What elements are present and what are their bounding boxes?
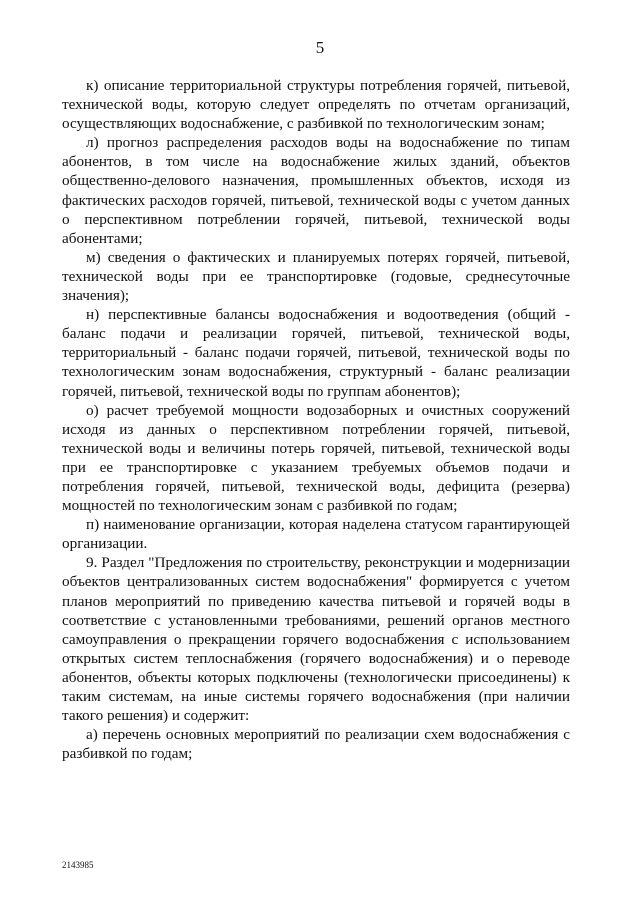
paragraph-k: к) описание территориальной структуры потребления горячей, питьевой, технической воды, которую следует определять по отчетам организаций, осуществляющих водоснабжение, с разбивкой по технологическим зонам; (62, 77, 570, 133)
document-body (62, 76, 570, 763)
paragraph-l: л) прогноз распределения расходов воды на водоснабжение по типам абонентов, в том числе на водоснабжение жилых зданий, объектов общественно-делового назначения, промышленных объектов, исходя из фактических расходов горячей, питьевой, технической воды с учетом данных о перспективном потреблении горячей, питьевой, технической воды абонентами; (62, 134, 570, 247)
paragraph-section-9: 9. Раздел "Предложения по строительству, реконструкции и модернизации объектов централизованных систем водоснабжения" формируется с учетом планов мероприятий по приведению качества питьевой и горячей воды в соответствие с установленными требованиями, решений органов местного самоуправления о прекращении горячего водоснабжения с использованием открытых систем теплоснабжения (горячего водоснабжения) и о переводе абонентов, объекты которых подключены (технологически присоединены) к таким системам, на иные системы горячего водоснабжения (при наличии такого решения) и содержит: (62, 554, 570, 725)
paragraph-a: а) перечень основных мероприятий по реализации схем водоснабжения с разбивкой по годам; (62, 726, 570, 763)
paragraph-n: н) перспективные балансы водоснабжения и водоотведения (общий - баланс подачи и реализации горячей, питьевой, технической воды, территориальный - баланс подачи горячей, питьевой, технической воды по технологическим зонам водоснабжения, структурный - баланс реализации горячей, питьевой, технической воды по группам абонентов); (62, 306, 570, 400)
document-code: 2143985 (62, 860, 94, 870)
page-number: 5 (315, 38, 325, 57)
paragraph-o: о) расчет требуемой мощности водозаборных и очистных сооружений исходя из данных о перспективном потреблении горячей, питьевой, технической воды и величины потерь горячей, питьевой, технической воды при ее транспортировке с указанием требуемых объемов подачи и потребления горячей, питьевой, технической воды, дефицита (резерва) мощностей по технологическим зонам с разбивкой по годам; (62, 401, 570, 515)
paragraph-m: м) сведения о фактических и планируемых потерях горячей, питьевой, технической воды при ее транспортировке (годовые, среднесуточные значения); (62, 248, 570, 305)
paragraph-p: п) наименование организации, которая наделена статусом гарантирующей организации. (62, 516, 570, 553)
